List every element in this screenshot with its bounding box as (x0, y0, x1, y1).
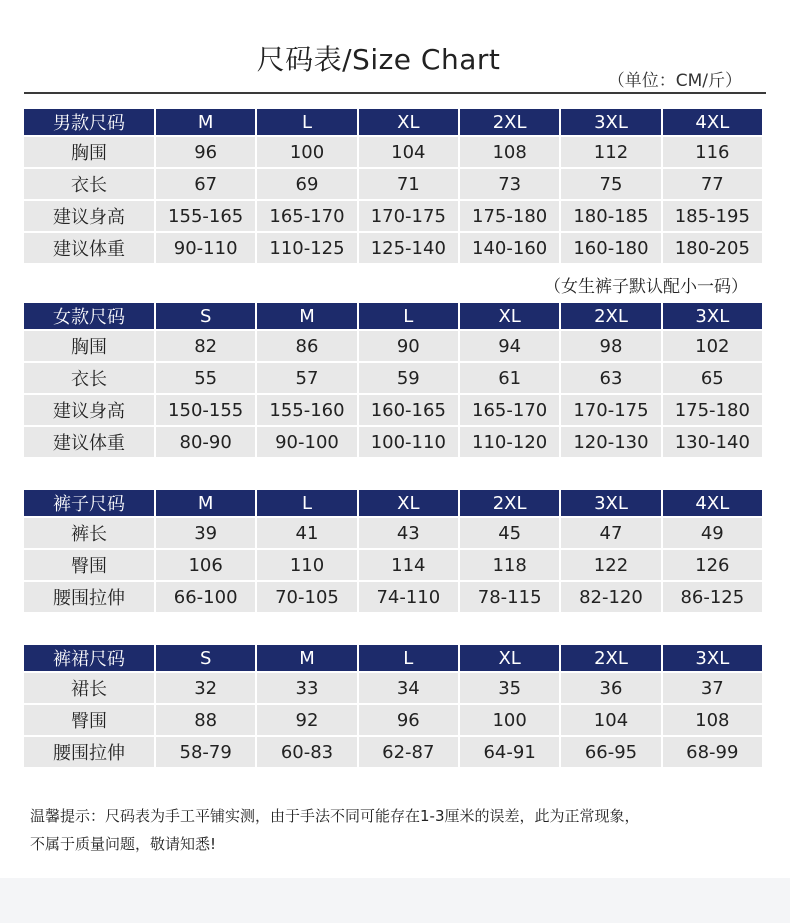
value-cell: 32 (156, 673, 255, 703)
value-cell: 108 (663, 705, 762, 735)
value-cell: 122 (561, 550, 660, 580)
value-cell: 180-205 (663, 233, 762, 263)
table-row (24, 363, 762, 393)
value-cell: 62-87 (359, 737, 458, 767)
value-cell: 90-100 (257, 427, 356, 457)
value-cell: 118 (460, 550, 559, 580)
value-cell: 63 (561, 363, 660, 393)
row-label-cell: 臀围 (24, 705, 154, 735)
value-cell: 116 (663, 137, 762, 167)
value-cell: 160-180 (561, 233, 660, 263)
value-cell: 45 (460, 518, 559, 548)
row-label-cell: 衣长 (24, 169, 154, 199)
value-cell: 66-95 (561, 737, 660, 767)
value-cell: 86 (257, 331, 356, 361)
table-row (24, 169, 762, 199)
skort-size-table (22, 643, 764, 769)
size-header-cell: 4XL (663, 109, 762, 135)
value-cell: 150-155 (156, 395, 255, 425)
value-cell: 68-99 (663, 737, 762, 767)
value-cell: 98 (561, 331, 660, 361)
table-row (24, 550, 762, 580)
value-cell: 39 (156, 518, 255, 548)
value-cell: 94 (460, 331, 559, 361)
row-label-cell: 裙长 (24, 673, 154, 703)
size-header-cell: 2XL (460, 109, 559, 135)
row-label-cell: 裤长 (24, 518, 154, 548)
value-cell: 112 (561, 137, 660, 167)
value-cell: 110-125 (257, 233, 356, 263)
row-label-cell: 建议身高 (24, 395, 154, 425)
value-cell: 180-185 (561, 201, 660, 231)
size-header-cell: M (257, 303, 356, 329)
value-cell: 33 (257, 673, 356, 703)
value-cell: 73 (460, 169, 559, 199)
value-cell: 36 (561, 673, 660, 703)
value-cell: 61 (460, 363, 559, 393)
value-cell: 120-130 (561, 427, 660, 457)
value-cell: 92 (257, 705, 356, 735)
value-cell: 64-91 (460, 737, 559, 767)
value-cell: 67 (156, 169, 255, 199)
value-cell: 35 (460, 673, 559, 703)
value-cell: 96 (156, 137, 255, 167)
value-cell: 34 (359, 673, 458, 703)
size-header-cell: S (156, 645, 255, 671)
row-label-cell: 建议体重 (24, 427, 154, 457)
men-size-table (22, 107, 764, 265)
size-header-cell: 2XL (561, 645, 660, 671)
row-label-cell: 胸围 (24, 137, 154, 167)
value-cell: 110 (257, 550, 356, 580)
value-cell: 100-110 (359, 427, 458, 457)
value-cell: 100 (257, 137, 356, 167)
unit-note: （单位：CM/斤） (607, 71, 742, 91)
value-cell: 70-105 (257, 582, 356, 612)
size-header-cell: M (156, 490, 255, 516)
size-header-cell: 3XL (561, 109, 660, 135)
size-header-cell: 3XL (663, 303, 762, 329)
value-cell: 82-120 (561, 582, 660, 612)
value-cell: 86-125 (663, 582, 762, 612)
row-label-cell: 建议体重 (24, 233, 154, 263)
value-cell: 60-83 (257, 737, 356, 767)
value-cell: 104 (561, 705, 660, 735)
value-cell: 88 (156, 705, 255, 735)
size-header-cell: 2XL (460, 490, 559, 516)
size-header-cell: M (156, 109, 255, 135)
size-header-cell: S (156, 303, 255, 329)
table-row (24, 673, 762, 703)
table-title-cell: 男款尺码 (24, 109, 154, 135)
size-header-cell: 3XL (663, 645, 762, 671)
size-header-cell: 2XL (561, 303, 660, 329)
size-header-cell: L (359, 303, 458, 329)
value-cell: 80-90 (156, 427, 255, 457)
value-cell: 165-170 (460, 395, 559, 425)
tip-line-1: 温馨提示：尺码表为手工平铺实测，由于手法不同可能存在1-3厘米的误差，此为正常现象， (30, 807, 640, 825)
page-title: 尺码表/Size Chart (256, 43, 501, 76)
value-cell: 78-115 (460, 582, 559, 612)
table-row (24, 137, 762, 167)
value-cell: 170-175 (359, 201, 458, 231)
value-cell: 43 (359, 518, 458, 548)
table-row (24, 331, 762, 361)
table-header-row (24, 645, 762, 671)
value-cell: 175-180 (663, 395, 762, 425)
size-header-cell: L (359, 645, 458, 671)
size-header-cell: M (257, 645, 356, 671)
value-cell: 41 (257, 518, 356, 548)
value-cell: 175-180 (460, 201, 559, 231)
value-cell: 126 (663, 550, 762, 580)
value-cell: 75 (561, 169, 660, 199)
tip-line-2: 不属于质量问题，敬请知悉! (30, 835, 217, 853)
table-row (24, 705, 762, 735)
table-row (24, 518, 762, 548)
value-cell: 102 (663, 331, 762, 361)
value-cell: 96 (359, 705, 458, 735)
value-cell: 71 (359, 169, 458, 199)
value-cell: 160-165 (359, 395, 458, 425)
value-cell: 66-100 (156, 582, 255, 612)
size-header-cell: 3XL (561, 490, 660, 516)
table-title-cell: 裤裙尺码 (24, 645, 154, 671)
value-cell: 140-160 (460, 233, 559, 263)
table-header-row (24, 109, 762, 135)
size-header-cell: 4XL (663, 490, 762, 516)
value-cell: 165-170 (257, 201, 356, 231)
size-header-cell: XL (359, 490, 458, 516)
value-cell: 185-195 (663, 201, 762, 231)
value-cell: 37 (663, 673, 762, 703)
size-header-cell: XL (460, 303, 559, 329)
value-cell: 58-79 (156, 737, 255, 767)
table-header-row (24, 490, 762, 516)
value-cell: 47 (561, 518, 660, 548)
value-cell: 130-140 (663, 427, 762, 457)
table-row (24, 427, 762, 457)
value-cell: 114 (359, 550, 458, 580)
value-cell: 110-120 (460, 427, 559, 457)
table-row (24, 395, 762, 425)
value-cell: 104 (359, 137, 458, 167)
value-cell: 49 (663, 518, 762, 548)
table-row (24, 582, 762, 612)
row-label-cell: 腰围拉伸 (24, 582, 154, 612)
table-header-row (24, 303, 762, 329)
women-size-table (22, 301, 764, 459)
title-divider (24, 92, 766, 94)
table-row (24, 201, 762, 231)
size-header-cell: XL (460, 645, 559, 671)
size-header-cell: XL (359, 109, 458, 135)
table-row (24, 737, 762, 767)
value-cell: 90-110 (156, 233, 255, 263)
value-cell: 69 (257, 169, 356, 199)
table-title-cell: 女款尺码 (24, 303, 154, 329)
size-header-cell: L (257, 109, 356, 135)
value-cell: 57 (257, 363, 356, 393)
women-pants-note: （女生裤子默认配小一码） (544, 277, 748, 297)
value-cell: 90 (359, 331, 458, 361)
value-cell: 55 (156, 363, 255, 393)
value-cell: 155-160 (257, 395, 356, 425)
value-cell: 65 (663, 363, 762, 393)
pants-size-table (22, 488, 764, 614)
value-cell: 77 (663, 169, 762, 199)
value-cell: 74-110 (359, 582, 458, 612)
value-cell: 82 (156, 331, 255, 361)
table-row (24, 233, 762, 263)
row-label-cell: 臀围 (24, 550, 154, 580)
value-cell: 100 (460, 705, 559, 735)
value-cell: 108 (460, 137, 559, 167)
value-cell: 59 (359, 363, 458, 393)
value-cell: 106 (156, 550, 255, 580)
value-cell: 155-165 (156, 201, 255, 231)
value-cell: 125-140 (359, 233, 458, 263)
value-cell: 170-175 (561, 395, 660, 425)
row-label-cell: 建议身高 (24, 201, 154, 231)
row-label-cell: 胸围 (24, 331, 154, 361)
row-label-cell: 衣长 (24, 363, 154, 393)
table-title-cell: 裤子尺码 (24, 490, 154, 516)
size-header-cell: L (257, 490, 356, 516)
row-label-cell: 腰围拉伸 (24, 737, 154, 767)
